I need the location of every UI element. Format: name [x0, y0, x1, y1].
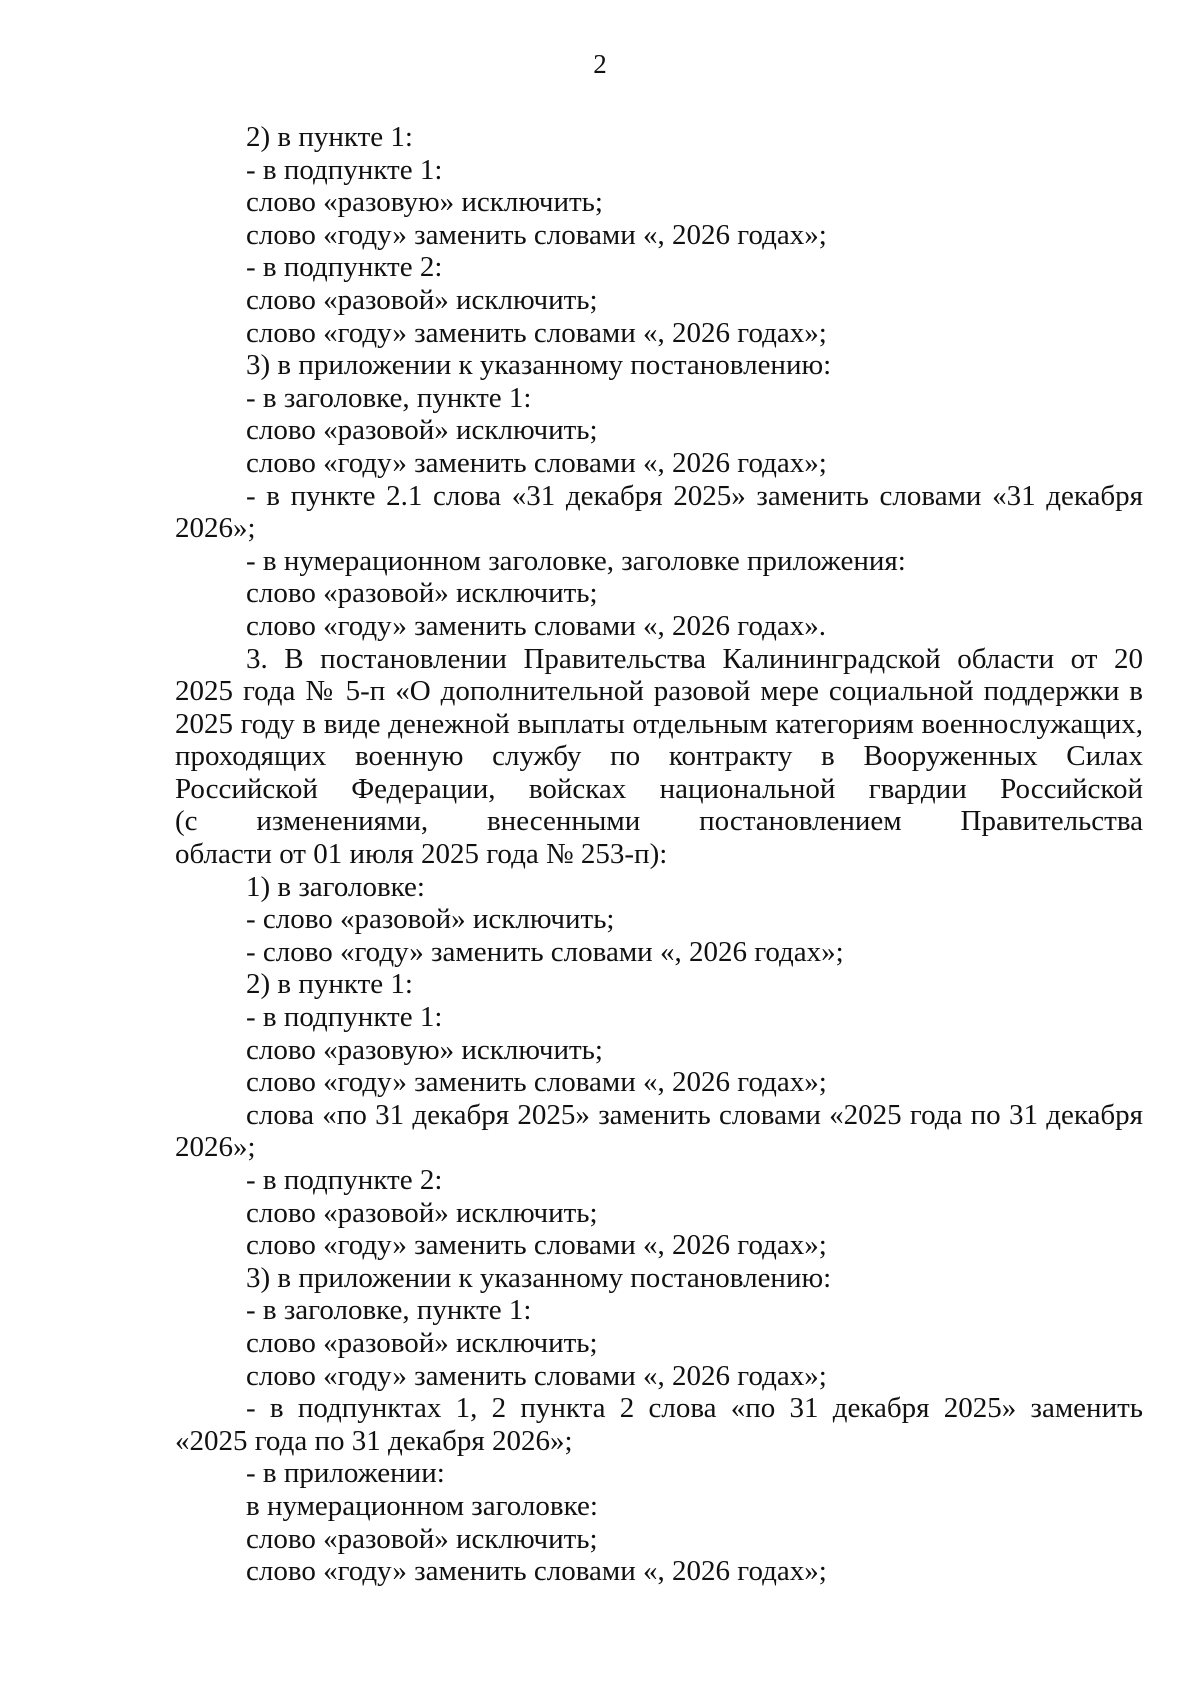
text-line: 2025 года № 5-п «О дополнительной разовой мере социальной поддержки в: [175, 675, 1143, 708]
text-line: 2026»;: [175, 512, 256, 545]
text-line: 3. В постановлении Правительства Калининградской области от 20: [246, 642, 1143, 675]
text-line: слово «году» заменить словами «, 2026 годах»;: [246, 1555, 827, 1588]
text-line: слова «по 31 декабря 2025» заменить словами «2025 года по 31 декабря: [246, 1098, 1143, 1131]
text-line: слово «разовой» исключить;: [246, 1522, 598, 1555]
text-line: 2026»;: [175, 1131, 256, 1164]
text-line: - в заголовке, пункте 1:: [246, 1294, 532, 1327]
text-line: - в заголовке, пункте 1:: [246, 381, 532, 414]
text-line: 2) в пункте 1:: [246, 968, 413, 1001]
text-line: - в пункте 2.1 слова «31 декабря 2025» заменить словами «31 декабря: [246, 479, 1143, 512]
text-line: «2025 года по 31 декабря 2026»;: [175, 1424, 573, 1457]
page-number: 2: [593, 49, 607, 79]
text-line: слово «разовой» исключить;: [246, 1196, 598, 1229]
text-line: 1) в заголовке:: [246, 870, 425, 903]
text-line: слово «разовой» исключить;: [246, 414, 598, 447]
text-line: слово «году» заменить словами «, 2026 годах»;: [246, 446, 827, 479]
text-line: слово «разовой» исключить;: [246, 577, 598, 610]
text-line: - в подпункте 2:: [246, 1164, 443, 1196]
text-line: проходящих военную службу по контракту в Вооруженных Силах: [175, 740, 1143, 773]
text-line: - в нумерационном заголовке, заголовке приложения:: [246, 544, 906, 577]
text-line: слово «году» заменить словами «, 2026 годах»;: [246, 1066, 827, 1099]
document-body: [175, 121, 1143, 1588]
text-line: - в подпункте 1:: [246, 153, 443, 186]
text-line: - в подпункте 2:: [246, 251, 443, 284]
text-line: слово «году» заменить словами «, 2026 годах»;: [246, 316, 827, 349]
text-line: слово «разовой» исключить;: [246, 283, 598, 316]
text-line: слово «разовую» исключить;: [246, 1033, 603, 1066]
text-line: Российской Федерации, войсках национальной гвардии Российской: [175, 772, 1143, 805]
text-line: 2) в пункте 1:: [246, 121, 413, 153]
text-line: слово «году» заменить словами «, 2026 годах»;: [246, 1359, 827, 1392]
text-line: слово «году» заменить словами «, 2026 годах».: [246, 609, 826, 642]
text-line: - в приложении:: [246, 1457, 445, 1490]
text-line: области от 01 июля 2025 года № 253-п):: [175, 838, 668, 871]
text-line: слово «году» заменить словами «, 2026 годах»;: [246, 218, 827, 251]
text-line: 2025 году в виде денежной выплаты отдельным категориям военнослужащих,: [175, 707, 1143, 740]
text-line: - в подпункте 1:: [246, 1001, 443, 1034]
text-line: - слово «году» заменить словами «, 2026 годах»;: [246, 935, 844, 968]
text-line: слово «году» заменить словами «, 2026 годах»;: [246, 1229, 827, 1262]
text-line: (с изменениями, внесенными постановлением Правительства: [175, 805, 1143, 838]
text-line: - слово «разовой» исключить;: [246, 903, 615, 936]
text-line: - в подпунктах 1, 2 пункта 2 слова «по 31 декабря 2025» заменить: [246, 1392, 1143, 1425]
text-line: слово «разовой» исключить;: [246, 1326, 598, 1359]
text-line: 3) в приложении к указанному постановлению:: [246, 349, 832, 382]
text-line: слово «разовую» исключить;: [246, 186, 603, 219]
text-line: в нумерационном заголовке:: [246, 1489, 598, 1522]
text-line: 3) в приложении к указанному постановлению:: [246, 1261, 832, 1294]
